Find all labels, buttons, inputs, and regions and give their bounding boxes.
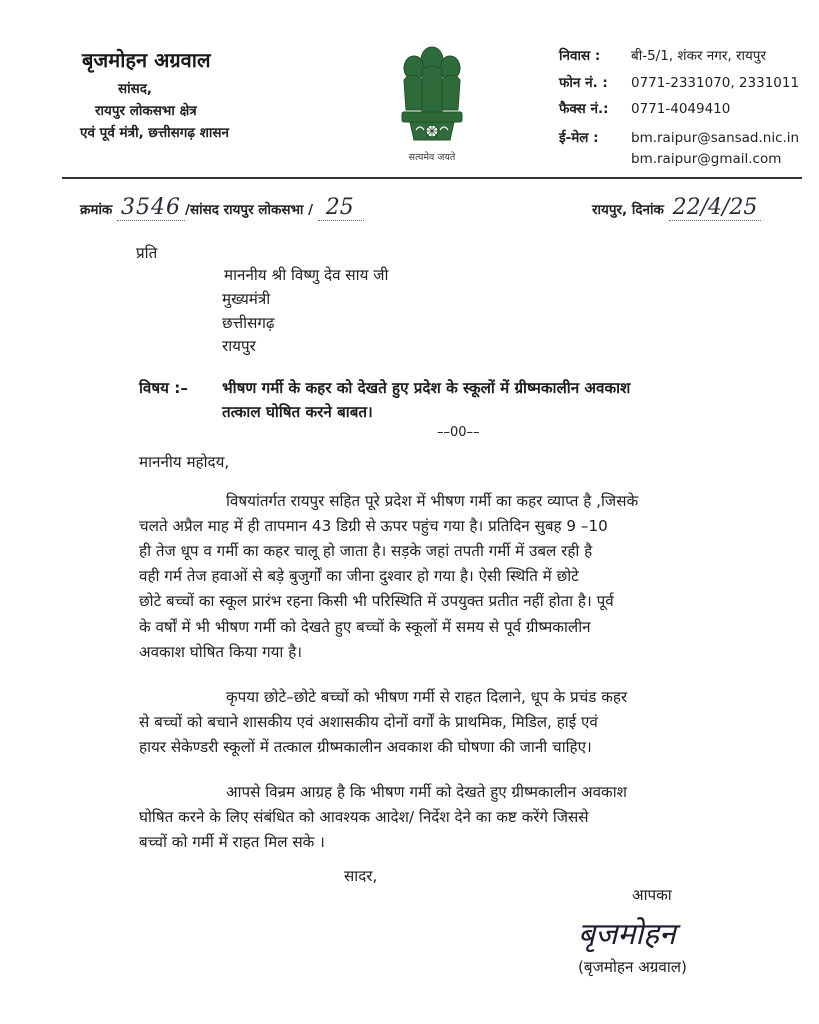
emblem-motto: सत्यमेव जयते	[408, 152, 456, 163]
paragraph-line: के वर्षों में भी भीषण गर्मी को देखते हुए बच्चों के स्कूलों में समय से पूर्व ग्रीष्मकालीन	[139, 618, 591, 636]
recipient-line: माननीय श्री विष्णु देव साय जी	[224, 266, 389, 284]
paragraph-line: से बच्चों को बचाने शासकीय एवं अशासकीय दोनों वर्गों के प्राथमिक, मिडिल, हाई एवं	[139, 713, 598, 731]
subject-separator: ––00––	[437, 425, 480, 440]
sender-name: बृजमोहन अग्रवाल	[82, 48, 211, 72]
subject-line: भीषण गर्मी के कहर को देखते हुए प्रदेश के स्कूलों में ग्रीष्मकालीन अवकाश	[222, 379, 631, 397]
contact-value: बी-5/1, शंकर नगर, रायपुर	[631, 48, 766, 64]
designation-line: एवं पूर्व मंत्री, छत्तीसगढ़ शासन	[80, 125, 230, 141]
date-label: रायपुर, दिनांक	[592, 202, 664, 218]
date-value: 22/4/25	[669, 195, 762, 221]
email-value: bm.raipur@gmail.com	[631, 151, 782, 167]
contact-row	[559, 46, 766, 64]
paragraph-line: विषयांतर्गत रायपुर सहित पूरे प्रदेश में भीषण गर्मी का कहर व्याप्त है ,जिसके	[226, 492, 639, 510]
paragraph-line: अवकाश घोषित किया गया है।	[139, 643, 303, 661]
date-line	[592, 195, 761, 220]
reference-middle: /सांसद रायपुर लोकसभा /	[185, 202, 314, 218]
contact-row	[559, 99, 730, 117]
recipient-line: मुख्यमंत्री	[222, 290, 271, 308]
contact-row	[559, 151, 781, 167]
paragraph-line: ही तेज धूप व गर्मी का कहर चालू हो जाता है। सड़के जहां तपती गर्मी में उबल रही है	[139, 542, 593, 560]
reference-prefix: क्रमांक	[80, 202, 113, 218]
reference-line	[80, 195, 364, 220]
email-value: bm.raipur@sansad.nic.in	[631, 130, 800, 146]
paragraph-line: छोटे बच्चों का स्कूल प्रारंभ रहना किसी भी परिस्थिति में उपयुक्त प्रतीत नहीं होता है। पूर्व	[139, 592, 614, 610]
paragraph-line: आपसे विन्रम आग्रह है कि भीषण गर्मी को देखते हुए ग्रीष्मकालीन अवकाश	[226, 783, 627, 801]
contact-row	[559, 73, 799, 91]
designation-line: रायपुर लोकसभा क्षेत्र	[95, 103, 197, 119]
signature: बृजमोहन	[578, 917, 676, 952]
national-emblem-icon	[392, 40, 472, 150]
signatory-name: (बृजमोहन अग्रवाल)	[578, 958, 687, 976]
contact-label: फैक्स नं.:	[559, 101, 609, 117]
paragraph-line: हायर सेकेण्डरी स्कूलों में तत्काल ग्रीष्मकालीन अवकाश की घोषणा की जानी चाहिए।	[139, 738, 592, 756]
salutation: माननीय महोदय,	[139, 453, 230, 471]
closing-saadar: सादर,	[344, 867, 378, 885]
subject-line: तत्काल घोषित करने बाबत।	[222, 403, 373, 421]
paragraph-line: बच्चों को गर्मी में राहत मिल सके ।	[139, 833, 325, 851]
contact-value: 0771-2331070, 2331011	[631, 75, 800, 91]
paragraph-line: वही गर्म तेज हवाओं से बड़े बुजुर्गों का जीना दुश्वार हो गया है। ऐसी स्थिति में छोटे	[139, 567, 579, 585]
reference-year: 25	[318, 195, 364, 221]
recipient-line: छत्तीसगढ़	[222, 314, 275, 332]
contact-label: फोन नं. :	[559, 75, 608, 91]
paragraph-line: कृपया छोटे–छोटे बच्चों को भीषण गर्मी से राहत दिलाने, धूप के प्रचंड कहर	[226, 688, 628, 706]
subject-label: विषय :–	[139, 379, 188, 397]
contact-value: 0771-4049410	[631, 101, 731, 117]
contact-label: निवास :	[559, 48, 601, 64]
paragraph-line: घोषित करने के लिए संबंधित को आवश्यक आदेश/ निर्देश देने का कष्ट करेंगे जिससे	[139, 808, 589, 826]
designation-line: सांसद,	[118, 81, 153, 97]
recipient-line: रायपुर	[222, 337, 256, 355]
letterhead-divider	[62, 177, 802, 179]
contact-row	[559, 128, 799, 146]
paragraph-line: चलते अप्रैल माह में ही तापमान 43 डिग्री से ऊपर पहुंच गया है। प्रतिदिन सुबह 9 –10	[139, 517, 608, 535]
reference-number: 3546	[117, 195, 185, 221]
prati-label: प्रति	[136, 244, 158, 262]
closing-aapka: आपका	[632, 886, 672, 904]
contact-label: ई-मेल :	[559, 130, 599, 146]
